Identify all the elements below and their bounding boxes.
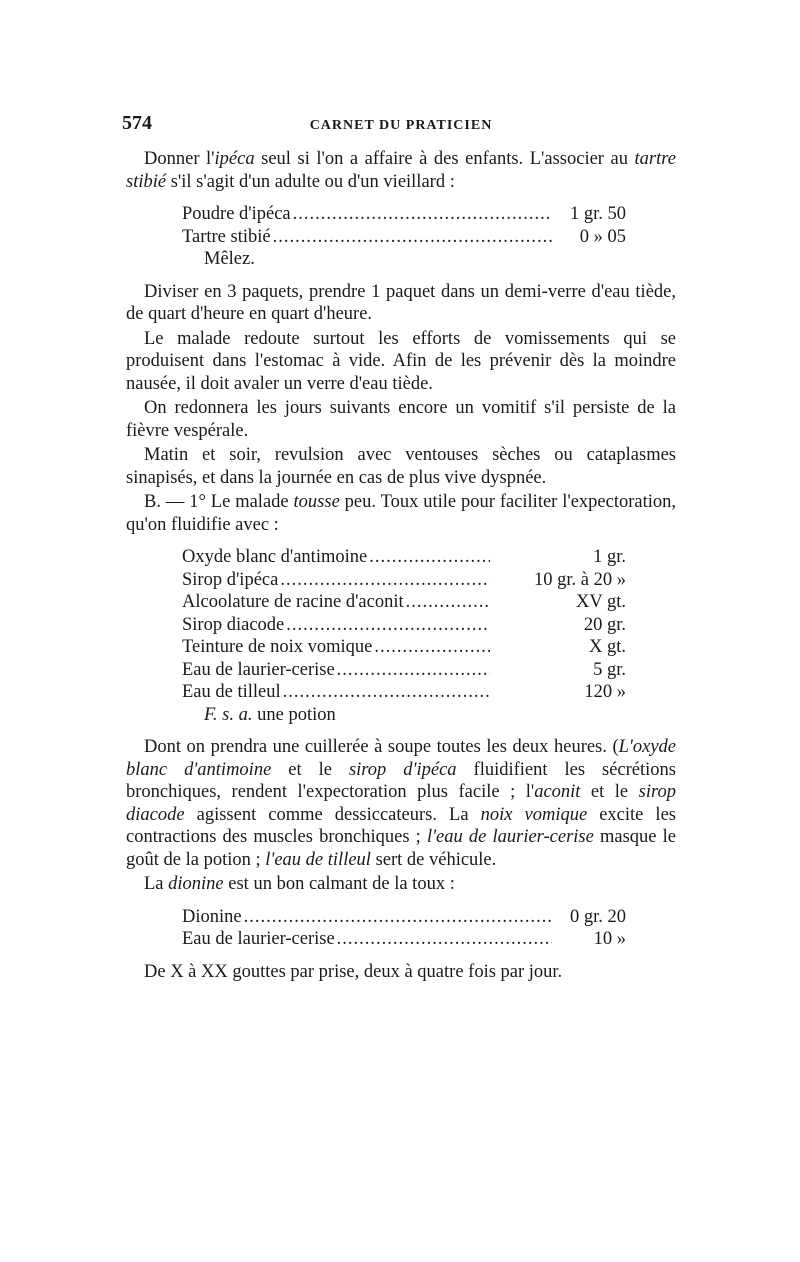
paragraph-diviser: Diviser en 3 paquets, prendre 1 paquet dans un demi-verre d'eau tiède, de quart d'heure en quart d'heure. — [126, 281, 676, 324]
prescription-row — [182, 591, 626, 614]
ingredient-quantity: 1 gr. — [593, 547, 626, 567]
ingredient-quantity: 5 gr. — [593, 659, 626, 680]
prescription-row — [182, 614, 626, 637]
paragraph-redonnera: On redonnera les jours suivants encore un vomitif s'il persiste de la fièvre vespérale. — [126, 398, 676, 441]
prescription-row — [182, 569, 626, 592]
paragraph-gouttes: De X à XX gouttes par prise, deux à quatre fois par jour. — [144, 961, 563, 982]
page-number: 574 — [122, 112, 152, 134]
running-title: CARNET DU PRATICIEN — [309, 118, 493, 133]
ingredient-quantity: 1 gr. 50 — [569, 204, 626, 224]
prescription-row — [182, 203, 626, 226]
ingredient-name: Tartre stibié — [182, 226, 271, 247]
ingredient-name: Poudre d'ipéca — [182, 204, 291, 224]
prescription-vomitif — [182, 203, 626, 271]
prescription-note: Mêlez. — [204, 249, 255, 269]
ingredient-name: Teinture de noix vomique — [182, 637, 373, 657]
ingredient-quantity: 10 » — [593, 929, 626, 949]
paragraph-commentary: Dont on prendra une cuillerée à soupe toutes les deux heures. (L'oxyde blanc d'antimoine et le sirop d'ipéca fluidifient les sécrétions bronchiques, rendent l'expectoration plus facile ; l'aconit et le sirop diacode agissent comme dessiccateurs. La noix vomique excite les contractions des muscles bronchiques ; l'eau de laurier-cerise masque le goût de la potion ; l'eau de tilleul sert de véhicule. — [126, 737, 676, 870]
prescription-row — [182, 681, 626, 704]
paragraph-dionine: La dionine est un bon calmant de la toux : — [144, 874, 455, 894]
prescription-potion — [182, 546, 626, 726]
ingredient-name: Oxyde blanc d'antimoine — [182, 547, 368, 567]
ingredient-quantity: 0 » 05 — [579, 226, 626, 247]
paragraph-revulsion: Matin et soir, revulsion avec ventouses sèches ou cataplasmes sinapisés, et dans la journée en cas de plus vive dyspnée. — [126, 445, 676, 488]
paragraph-ipeca: Donner l'ipéca seul si l'on a affaire à des enfants. L'associer au tartre stibié s'il s'agit d'un adulte ou d'un vieillard : — [126, 149, 676, 192]
prescription-row — [182, 226, 626, 249]
ingredient-name: Dionine — [182, 906, 242, 927]
ingredient-name: Sirop diacode — [182, 614, 285, 635]
prescription-row — [182, 636, 626, 659]
prescription-row — [182, 546, 626, 569]
ingredient-name: Eau de laurier-cerise — [182, 659, 335, 680]
ingredient-quantity: 10 gr. à 20 » — [534, 569, 626, 590]
prescription-row — [182, 906, 626, 929]
ingredient-quantity: XV gt. — [575, 592, 626, 612]
ingredient-name: Eau de laurier-cerise — [182, 929, 335, 949]
prescription-note: F. s. a. une potion — [204, 704, 336, 725]
prescription-row — [182, 928, 626, 951]
paragraph-section-b: B. — 1° Le malade tousse peu. Toux utile pour faciliter l'expectoration, qu'on fluidifie avec : — [126, 492, 676, 535]
prescription-row — [182, 659, 626, 682]
ingredient-quantity: 20 gr. — [583, 614, 626, 635]
prescription-dionine — [182, 906, 626, 951]
ingredient-quantity: 120 » — [584, 682, 626, 702]
ingredient-quantity: 0 gr. 20 — [569, 906, 626, 927]
ingredient-name: Alcoolature de racine d'aconit — [182, 592, 404, 612]
paragraph-malade-redoute: Le malade redoute surtout les efforts de vomissements qui se produisent dans l'estomac à vide. Afin de les prévenir dès la moindre nausée, il doit avaler un verre d'eau tiède. — [126, 328, 676, 394]
page-body — [122, 112, 676, 985]
ingredient-name: Sirop d'ipéca — [182, 569, 279, 590]
page-header — [122, 112, 676, 136]
ingredient-name: Eau de tilleul — [182, 682, 281, 702]
ingredient-quantity: X gt. — [589, 637, 626, 657]
